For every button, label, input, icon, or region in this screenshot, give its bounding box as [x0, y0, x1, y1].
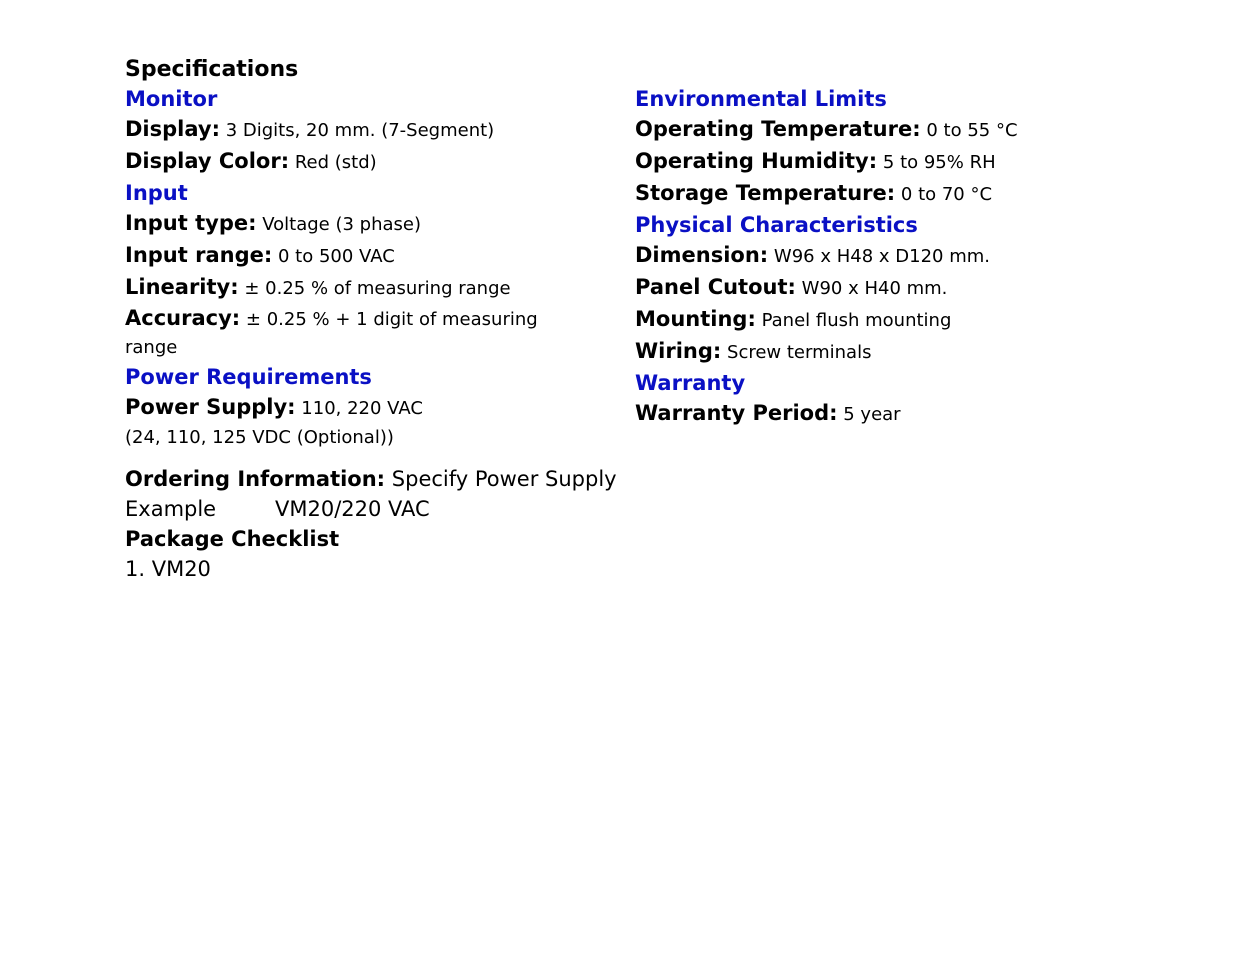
spec-value: 3 Digits, 20 mm. (7-Segment)	[225, 120, 495, 141]
right-column	[635, 84, 1115, 430]
spec-document	[125, 56, 1125, 581]
spec-label: Accuracy:	[125, 306, 241, 330]
example-value: VM20/220 VAC	[275, 497, 430, 521]
left-column	[125, 84, 595, 452]
spec-value: 0 to 55 °C	[926, 120, 1018, 141]
spec-label: Operating Humidity:	[635, 149, 878, 173]
section-heading-power: Power Requirements	[125, 365, 372, 389]
spec-mounting	[635, 304, 1115, 336]
spec-label: Mounting:	[635, 307, 756, 331]
spec-label: Power Supply:	[125, 395, 296, 419]
section-heading-warranty: Warranty	[635, 371, 746, 395]
spec-operating-temperature	[635, 114, 1115, 146]
ordering-value: Specify Power Supply	[391, 467, 617, 491]
section-heading-environmental: Environmental Limits	[635, 87, 887, 111]
spec-label: Wiring:	[635, 339, 722, 363]
spec-storage-temperature	[635, 178, 1115, 210]
section-heading-monitor: Monitor	[125, 87, 218, 111]
checklist-item: 1. VM20	[125, 557, 211, 581]
spec-wiring	[635, 336, 1115, 368]
spec-value: Screw terminals	[727, 342, 872, 363]
spec-label: Storage Temperature:	[635, 181, 896, 205]
example-label: Example	[125, 497, 217, 521]
section-heading-input: Input	[125, 181, 188, 205]
spec-dimension	[635, 240, 1115, 272]
spec-label: Warranty Period:	[635, 401, 838, 425]
spec-power-supply-optional: (24, 110, 125 VDC (Optional))	[125, 427, 394, 448]
spec-accuracy	[125, 304, 565, 362]
spec-value: 0 to 70 °C	[900, 184, 993, 205]
spec-value: W96 x H48 x D120 mm.	[773, 246, 990, 267]
spec-value: 0 to 500 VAC	[277, 246, 395, 267]
spec-power-supply	[125, 392, 595, 424]
ordering-example	[125, 494, 725, 524]
spec-label: Display Color:	[125, 149, 290, 173]
spec-warranty-period	[635, 398, 1115, 430]
spec-label: Dimension:	[635, 243, 769, 267]
section-heading-physical: Physical Characteristics	[635, 213, 918, 237]
ordering-information	[125, 464, 725, 494]
spec-input-range	[125, 240, 595, 272]
ordering-section	[125, 464, 725, 584]
spec-label: Input type:	[125, 211, 257, 235]
page-title: Specifications	[125, 57, 299, 82]
spec-input-type	[125, 208, 595, 240]
ordering-label: Ordering Information:	[125, 467, 386, 491]
spec-value: Panel flush mounting	[761, 310, 952, 331]
package-checklist-heading: Package Checklist	[125, 527, 340, 551]
spec-value: 110, 220 VAC	[301, 398, 423, 419]
spec-label: Input range:	[125, 243, 273, 267]
spec-display	[125, 114, 595, 146]
spec-panel-cutout	[635, 272, 1115, 304]
spec-value: ± 0.25 % of measuring range	[244, 278, 511, 299]
spec-value: Voltage (3 phase)	[262, 214, 422, 235]
spec-label: Display:	[125, 117, 220, 141]
spec-columns	[125, 84, 1125, 469]
spec-value: 5 to 95% RH	[882, 152, 996, 173]
spec-label: Linearity:	[125, 275, 239, 299]
spec-label: Operating Temperature:	[635, 117, 921, 141]
spec-value: Red (std)	[294, 152, 377, 173]
spec-value: 5 year	[843, 404, 901, 425]
spec-value: W90 x H40 mm.	[801, 278, 948, 299]
spec-linearity	[125, 272, 595, 304]
spec-value: ± 0.25 % + 1 digit of measuring range	[125, 309, 538, 358]
spec-operating-humidity	[635, 146, 1115, 178]
spec-label: Panel Cutout:	[635, 275, 796, 299]
spec-display-color	[125, 146, 595, 178]
